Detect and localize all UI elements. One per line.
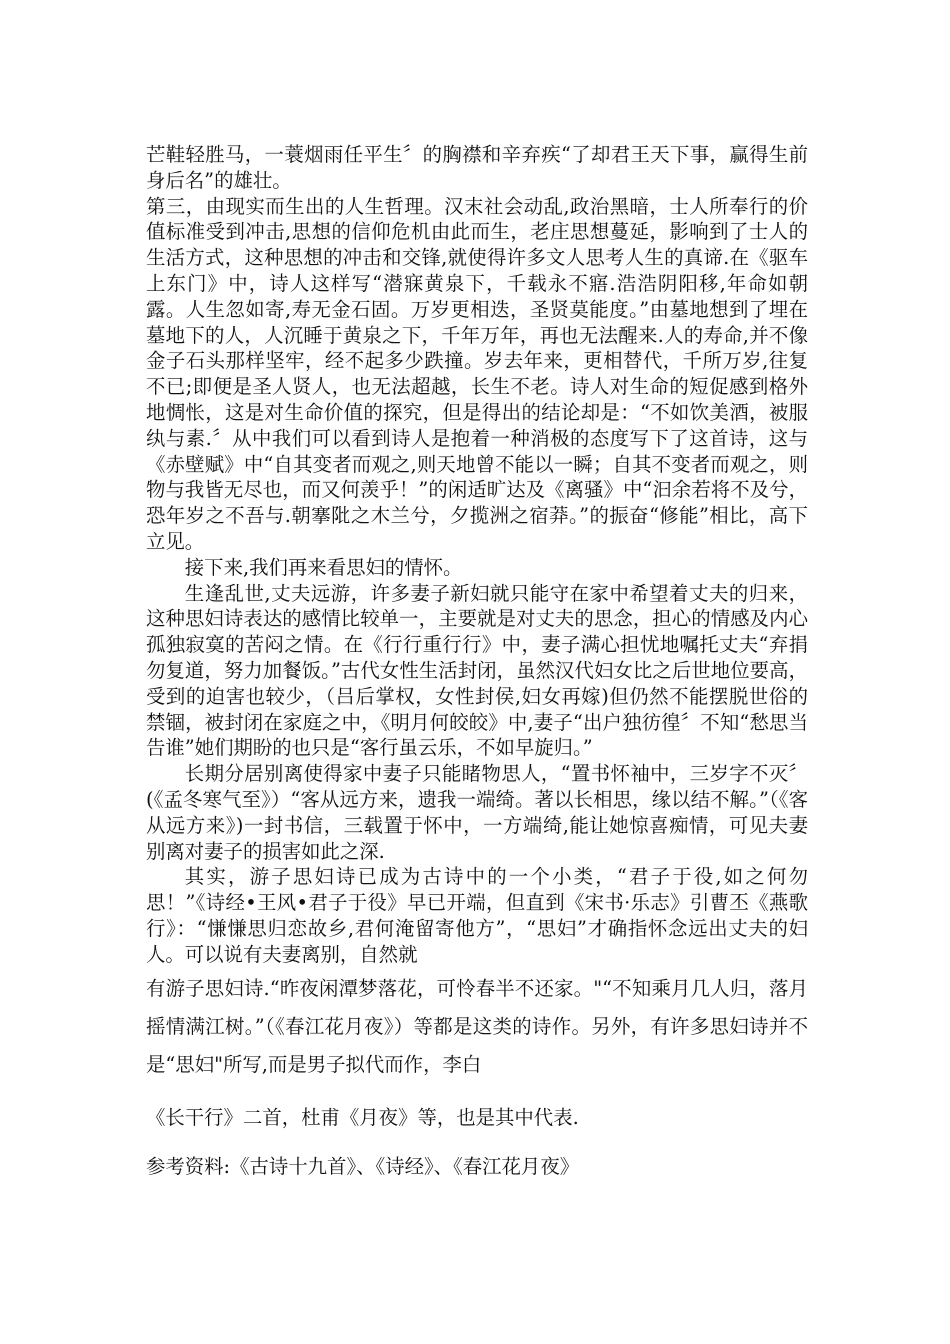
paragraph-separation: 长期分居别离使得家中妻子只能睹物思人，“置书怀袖中，三岁字不灭〞(《孟冬寒气至》）“客从远方来，遗我一端绮。著以长相思，缘以结不解。”（《客从远方来》)一封书信，三载置于怀中，一方端绮,能让她惊喜痴情，可见夫妻别离对妻子的损害如此之深. (146, 762, 808, 863)
paragraph-continuation: 芒鞋轻胜马，一蓑烟雨任平生〞的胸襟和辛弃疾“了却君王天下事，赢得生前身后名”的雄壮。 (146, 143, 808, 192)
paragraph-philosophy: 第三，由现实而生出的人生哲理。汉末社会动乱,政治黑暗，士人所奉行的价值标准受到冲击,思想的信仰危机由此而生，老庄思想蔓延，影响到了士人的生活方式，这种思想的冲击和交锋,就使得许多文人思考人生的真谛.在《驱车上东门》中，诗人这样写“潜寐黄泉下，千载永不寤.浩浩阴阳移,年命如朝露。人生忽如寄,寿无金石固。万岁更相迭，圣贤莫能度。”由墓地想到了埋在墓地下的人，人沉睡于黄泉之下，千年万年，再也无法醒来.人的寿命,并不像金子石头那样坚牢，经不起多少跌撞。岁去年来，更相替代，千所万岁,往复不已;即便是圣人贤人，也无法超越，长生不老。诗人对生命的短促感到格外地惆怅，这是对生命价值的探究，但是得出的结论却是：“不如饮美酒，被服纨与素.〞从中我们可以看到诗人是抱着一种消极的态度写下了这首诗，这与《赤壁赋》中“自其变者而观之,则天地曾不能以一瞬；自其不变者而观之，则物与我皆无尽也，而又何羡乎！”的闲适旷达及《离骚》中“汩余若将不及兮，恐年岁之不吾与.朝搴阰之木兰兮，夕揽洲之宿莽。”的振奋“修能”相比，高下立见。 (146, 194, 808, 553)
document-body (146, 142, 808, 1180)
paragraph-representatives: 《长干行》二首，杜甫《月夜》等，也是其中代表. (146, 1105, 579, 1129)
paragraph-examples: 有游子思妇诗.“昨夜闲潭梦落花，可怜春半不还家。"“不知乘月几人归，落月摇情满江树。”（《春江花月夜》）等都是这类的诗作。另外，有许多思妇诗并不是“思妇"所写,而是男子拟代而作，李白 (146, 976, 808, 1076)
paragraph-genre-origin: 其实，游子思妇诗已成为古诗中的一个小类，“君子于役,如之何勿思！”《诗经•王风•君子于役》早已开端，但直到《宋书·乐志》引曹丕《燕歌行》：“慊慊思归恋故乡,君何淹留寄他方”，“思妇”才确指怀念远出丈夫的妇人。可以说有夫妻离别，自然就 (146, 865, 808, 966)
paragraph-wives-longing: 生逢乱世,丈夫远游，许多妻子新妇就只能守在家中希望着丈夫的归来，这种思妇诗表达的感情比较单一，主要就是对丈夫的思念，担心的情感及内心孤独寂寞的苦闷之情。在《行行重行行》中，妻子满心担忧地嘱托丈夫“弃捐勿复道，努力加餐饭。”古代女性生活封闭，虽然汉代妇女比之后世地位要高，受到的迫害也较少，（吕后掌权，女性封侯,妇女再嫁)但仍然不能摆脱世俗的禁锢，被封闭在家庭之中，《明月何皎皎》中,妻子“出户独彷徨〞不知“愁思当告谁”她们期盼的也只是“客行虽云乐，不如早旋归。” (146, 581, 808, 760)
references: 参考资料:《古诗十九首》、《诗经》、《春江花月夜》 (146, 1155, 580, 1179)
paragraph-transition: 接下来,我们再来看思妇的情怀。 (184, 555, 463, 579)
